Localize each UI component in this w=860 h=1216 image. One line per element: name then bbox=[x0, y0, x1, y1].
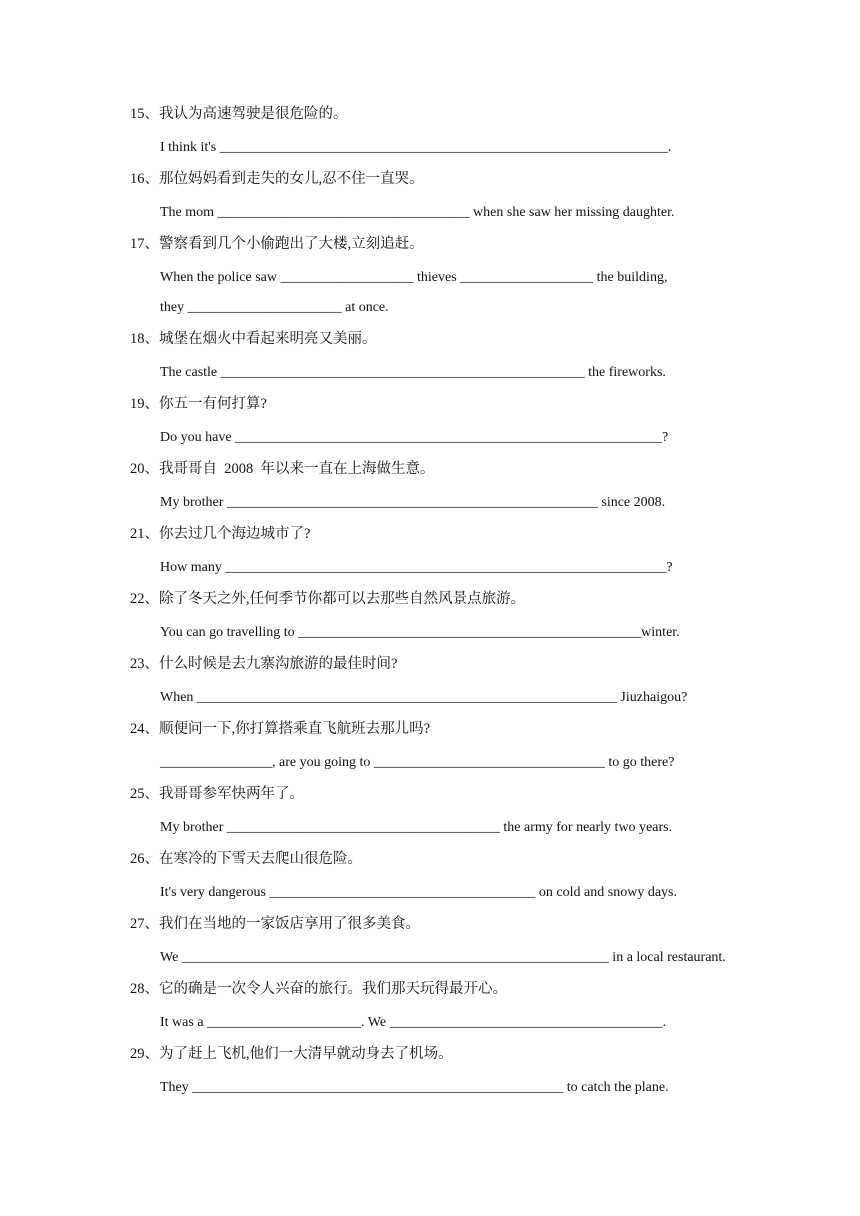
question-23-answer-line: When ____________________________________________________________ Jiuzhaigou? bbox=[160, 690, 688, 705]
chinese-sentence: 那位妈妈看到走失的女儿,忍不住一直哭。 bbox=[159, 171, 424, 187]
question-24-prompt bbox=[130, 719, 430, 739]
question-19-answer-line: Do you have _____________________________________________________________? bbox=[160, 430, 669, 445]
chinese-sentence: 我哥哥参军快两年了。 bbox=[159, 786, 304, 802]
question-15-prompt bbox=[130, 104, 348, 124]
chinese-sentence: 城堡在烟火中看起来明亮又美丽。 bbox=[159, 331, 377, 347]
question-16-prompt bbox=[130, 169, 424, 189]
question-22-prompt bbox=[130, 589, 525, 609]
question-number: 19、 bbox=[130, 396, 159, 412]
chinese-sentence: 它的确是一次令人兴奋的旅行。我们那天玩得最开心。 bbox=[159, 981, 507, 997]
question-21-prompt bbox=[130, 524, 310, 544]
question-number: 22、 bbox=[130, 591, 159, 607]
chinese-sentence: 你去过几个海边城市了? bbox=[159, 526, 311, 542]
question-17-answer-line: When the police saw ___________________ thieves ___________________ the building, bbox=[160, 270, 668, 285]
question-22-answer-line: You can go travelling to _________________________________________________winter. bbox=[160, 625, 680, 640]
chinese-sentence: 警察看到几个小偷跑出了大楼,立刻追赶。 bbox=[159, 236, 424, 252]
question-23-prompt bbox=[130, 654, 397, 674]
chinese-sentence: 我认为高速驾驶是很危险的。 bbox=[159, 106, 348, 122]
question-number: 26、 bbox=[130, 851, 159, 867]
question-24-answer-line: ________________, are you going to _________________________________ to go there? bbox=[160, 755, 675, 770]
question-20-answer-line: My brother _____________________________________________________ since 2008. bbox=[160, 495, 666, 510]
question-28-answer-line: It was a ______________________. We _______________________________________. bbox=[160, 1015, 667, 1030]
question-26-prompt bbox=[130, 849, 362, 869]
question-number: 24、 bbox=[130, 721, 159, 737]
question-17-answer-line-2: they ______________________ at once. bbox=[160, 300, 389, 315]
question-number: 29、 bbox=[130, 1046, 159, 1062]
question-number: 25、 bbox=[130, 786, 159, 802]
question-number: 20、 bbox=[130, 461, 159, 477]
chinese-sentence: 什么时候是去九寨沟旅游的最佳时间? bbox=[159, 656, 398, 672]
question-15-answer-line: I think it's ________________________________________________________________. bbox=[160, 140, 672, 155]
question-27-prompt bbox=[130, 914, 420, 934]
chinese-sentence: 顺便问一下,你打算搭乘直飞航班去那儿吗? bbox=[159, 721, 431, 737]
question-number: 15、 bbox=[130, 106, 159, 122]
question-20-prompt bbox=[130, 459, 435, 479]
question-number: 23、 bbox=[130, 656, 159, 672]
question-number: 16、 bbox=[130, 171, 159, 187]
question-21-answer-line: How many _______________________________________________________________? bbox=[160, 560, 673, 575]
question-number: 21、 bbox=[130, 526, 159, 542]
question-number: 27、 bbox=[130, 916, 159, 932]
chinese-sentence: 你五一有何打算? bbox=[159, 396, 267, 412]
question-29-prompt bbox=[130, 1044, 453, 1064]
question-number: 17、 bbox=[130, 236, 159, 252]
chinese-sentence: 我们在当地的一家饭店享用了很多美食。 bbox=[159, 916, 420, 932]
question-27-answer-line: We _____________________________________________________________ in a local restaurant. bbox=[160, 950, 726, 965]
question-number: 28、 bbox=[130, 981, 159, 997]
question-28-prompt bbox=[130, 979, 507, 999]
question-25-prompt bbox=[130, 784, 304, 804]
question-26-answer-line: It's very dangerous ______________________________________ on cold and snowy days. bbox=[160, 885, 677, 900]
question-29-answer-line: They _____________________________________________________ to catch the plane. bbox=[160, 1080, 669, 1095]
question-16-answer-line: The mom ____________________________________ when she saw her missing daughter. bbox=[160, 205, 675, 220]
chinese-sentence: 在寒冷的下雪天去爬山很危险。 bbox=[159, 851, 362, 867]
question-18-prompt bbox=[130, 329, 377, 349]
question-17-prompt bbox=[130, 234, 424, 254]
question-18-answer-line: The castle ____________________________________________________ the fireworks. bbox=[160, 365, 666, 380]
question-25-answer-line: My brother _______________________________________ the army for nearly two years. bbox=[160, 820, 673, 835]
question-number: 18、 bbox=[130, 331, 159, 347]
chinese-sentence: 我哥哥自 2008 年以来一直在上海做生意。 bbox=[159, 461, 435, 477]
question-19-prompt bbox=[130, 394, 267, 414]
chinese-sentence: 为了赶上飞机,他们一大清早就动身去了机场。 bbox=[159, 1046, 453, 1062]
chinese-sentence: 除了冬天之外,任何季节你都可以去那些自然风景点旅游。 bbox=[159, 591, 526, 607]
